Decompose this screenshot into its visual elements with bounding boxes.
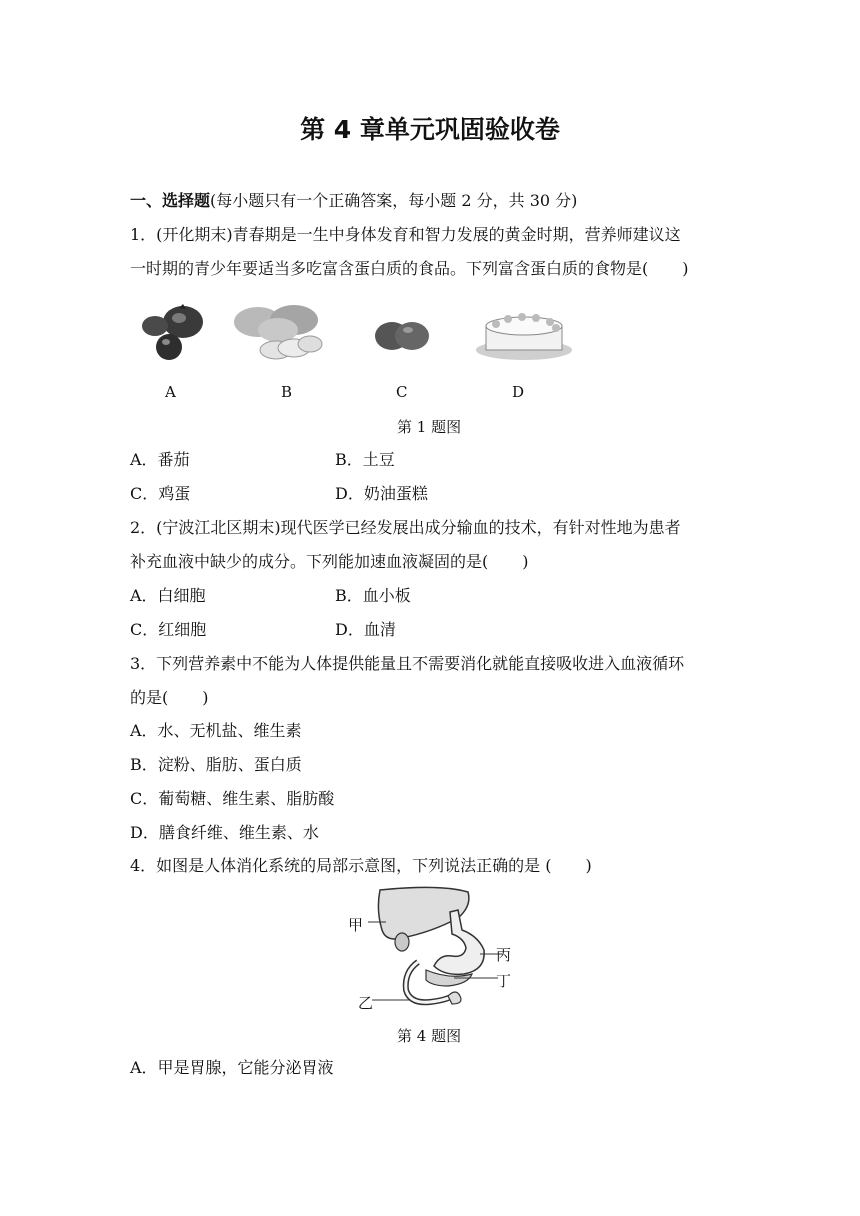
close-paren: ): [585, 856, 592, 875]
q2-option-c: C．红细胞: [130, 620, 207, 639]
section-heading: [130, 190, 740, 212]
q1-option-a: A．番茄: [130, 450, 190, 469]
figure-label-c: C: [396, 383, 408, 401]
figure-caption-4: 第 4 题图: [397, 1027, 462, 1045]
q1-option-b: B．土豆: [335, 450, 395, 469]
q3-option-a: A．水、无机盐、维生素: [130, 721, 302, 740]
close-paren: ): [682, 259, 689, 278]
egg-image: [370, 312, 434, 358]
diagram-label-bing: 丙: [496, 946, 512, 964]
question-1-text: 一时期的青少年要适当多吃富含蛋白质的食品。下列富含蛋白质的食物是(: [130, 259, 649, 278]
question-3-line-2: [130, 687, 740, 709]
question-3-line-1: 3．下列营养素中不能为人体提供能量且不需要消化就能直接吸收进入血液循环: [130, 654, 685, 673]
q3-option-c: C．葡萄糖、维生素、脂肪酸: [130, 789, 335, 808]
question-2-line-1: 2．(宁波江北区期末)现代医学已经发展出成分输血的技术，有针对性地为患者: [130, 518, 681, 537]
section-note: (每小题只有一个正确答案，每小题 2 分，共 30 分): [210, 191, 578, 210]
section-heading-label: 一、选择题: [130, 191, 211, 210]
figure-label-a: A: [165, 383, 176, 401]
question-2-text: 补充血液中缺少的成分。下列能加速血液凝固的是(: [130, 552, 489, 571]
question-4-text: 4．如图是人体消化系统的局部示意图，下列说法正确的是 (: [130, 856, 552, 875]
question-4-line-1: [130, 855, 740, 877]
question-1-line-1: 1．(开化期末)青春期是一生中身体发育和智力发展的黄金时期，营养师建议这: [130, 225, 681, 244]
page-title: 第 4 章单元巩固验收卷: [300, 115, 560, 144]
close-paren: ): [202, 688, 209, 707]
close-paren: ): [522, 552, 529, 571]
figure-label-d: D: [512, 383, 525, 401]
diagram-label-jia: 甲: [348, 916, 364, 934]
question-3-text: 的是(: [130, 688, 169, 707]
q2-option-b: B．血小板: [335, 586, 411, 605]
q3-option-b: B．淀粉、脂肪、蛋白质: [130, 755, 302, 774]
gallbladder-shape: [395, 933, 409, 951]
question-1-line-2: [130, 258, 740, 280]
diagram-label-ding: 丁: [496, 972, 512, 990]
q2-option-a: A．白细胞: [130, 586, 206, 605]
q4-option-a: A．甲是胃腺，它能分泌胃液: [130, 1058, 334, 1077]
q2-option-d: D．血清: [335, 620, 396, 639]
tomato-image: [135, 302, 207, 364]
q3-option-d: D．膳食纤维、维生素、水: [130, 823, 319, 842]
q1-option-d: D．奶油蛋糕: [335, 484, 428, 503]
cake-image: [472, 304, 576, 364]
figure-caption-1: 第 1 题图: [397, 418, 462, 436]
figure-label-b: B: [281, 383, 293, 401]
q1-option-c: C．鸡蛋: [130, 484, 191, 503]
potato-image: [228, 302, 328, 364]
question-2-line-2: [130, 551, 740, 573]
diagram-label-yi: 乙: [358, 994, 374, 1012]
